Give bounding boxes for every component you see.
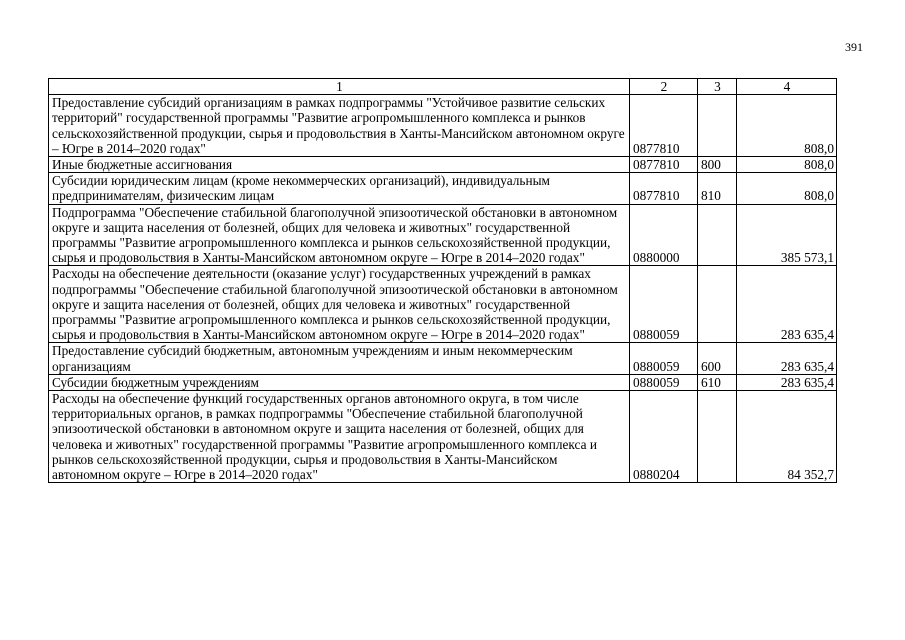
row-expense-type: 600	[698, 343, 737, 374]
row-expense-type	[698, 204, 737, 266]
row-target-code: 0880059	[630, 343, 698, 374]
table-row	[49, 157, 837, 173]
table-body	[49, 95, 837, 483]
row-description: Субсидии бюджетным учреждениям	[49, 374, 630, 390]
row-expense-type: 810	[698, 173, 737, 204]
header-col-2: 2	[630, 79, 698, 95]
table-row	[49, 95, 837, 157]
row-target-code: 0880204	[630, 391, 698, 483]
row-amount: 385 573,1	[737, 204, 837, 266]
table-row	[49, 374, 837, 390]
row-target-code: 0880059	[630, 266, 698, 343]
row-expense-type	[698, 95, 737, 157]
header-col-1: 1	[49, 79, 630, 95]
row-expense-type	[698, 391, 737, 483]
row-description: Подпрограмма "Обеспечение стабильной благополучной эпизоотической обстановки в автономном округе и защита населения от болезней, общих для человека и животных" государственной программы "Развитие агропромышленного комплекса и рынков сельскохозяйственной продукции, сырья и продовольствия в Ханты-Мансийском автономном округе – Югре в 2014–2020 годах"	[49, 204, 630, 266]
budget-table	[48, 78, 837, 483]
table-row	[49, 204, 837, 266]
table-row	[49, 343, 837, 374]
row-amount: 283 635,4	[737, 374, 837, 390]
row-target-code: 0877810	[630, 95, 698, 157]
table-row	[49, 173, 837, 204]
row-target-code: 0877810	[630, 173, 698, 204]
row-target-code: 0880000	[630, 204, 698, 266]
page-number: 391	[845, 40, 863, 54]
row-expense-type: 610	[698, 374, 737, 390]
row-expense-type	[698, 266, 737, 343]
header-row	[49, 79, 837, 95]
header-col-3: 3	[698, 79, 737, 95]
row-amount: 283 635,4	[737, 343, 837, 374]
row-amount: 808,0	[737, 173, 837, 204]
row-target-code: 0880059	[630, 374, 698, 390]
header-col-4: 4	[737, 79, 837, 95]
table-row	[49, 266, 837, 343]
row-target-code: 0877810	[630, 157, 698, 173]
row-amount: 84 352,7	[737, 391, 837, 483]
table-row	[49, 391, 837, 483]
row-description: Расходы на обеспечение деятельности (оказание услуг) государственных учреждений в рамках подпрограммы "Обеспечение стабильной благополучной эпизоотической обстановки в автономном округе и защита населения от болезней, общих для человека и животных" государственной программы "Развитие агропромышленного комплекса и рынков сельскохозяйственной продукции, сырья и продовольствия в Ханты-Мансийском автономном округе – Югре в 2014–2020 годах"	[49, 266, 630, 343]
row-description: Предоставление субсидий бюджетным, автономным учреждениям и иным некоммерческим организациям	[49, 343, 630, 374]
row-amount: 808,0	[737, 157, 837, 173]
row-description: Субсидии юридическим лицам (кроме некоммерческих организаций), индивидуальным предпринимателям, физическим лицам	[49, 173, 630, 204]
row-expense-type: 800	[698, 157, 737, 173]
row-amount: 283 635,4	[737, 266, 837, 343]
row-description: Предоставление субсидий организациям в рамках подпрограммы "Устойчивое развитие сельских территорий" государственной программы "Развитие агропромышленного комплекса и рынков сельскохозяйственной продукции, сырья и продовольствия в Ханты-Мансийском автономном округе – Югре в 2014–2020 годах"	[49, 95, 630, 157]
row-description: Расходы на обеспечение функций государственных органов автономного округа, в том числе территориальных органов, в рамках подпрограммы "Обеспечение стабильной благополучной эпизоотической обстановки в автономном округе и защита населения от болезней, общих для человека и животных" государственной программы "Развитие агропромышленного комплекса и рынков сельскохозяйственной продукции, сырья и продовольствия в Ханты-Мансийском автономном округе – Югре в 2014–2020 годах"	[49, 391, 630, 483]
row-amount: 808,0	[737, 95, 837, 157]
row-description: Иные бюджетные ассигнования	[49, 157, 630, 173]
